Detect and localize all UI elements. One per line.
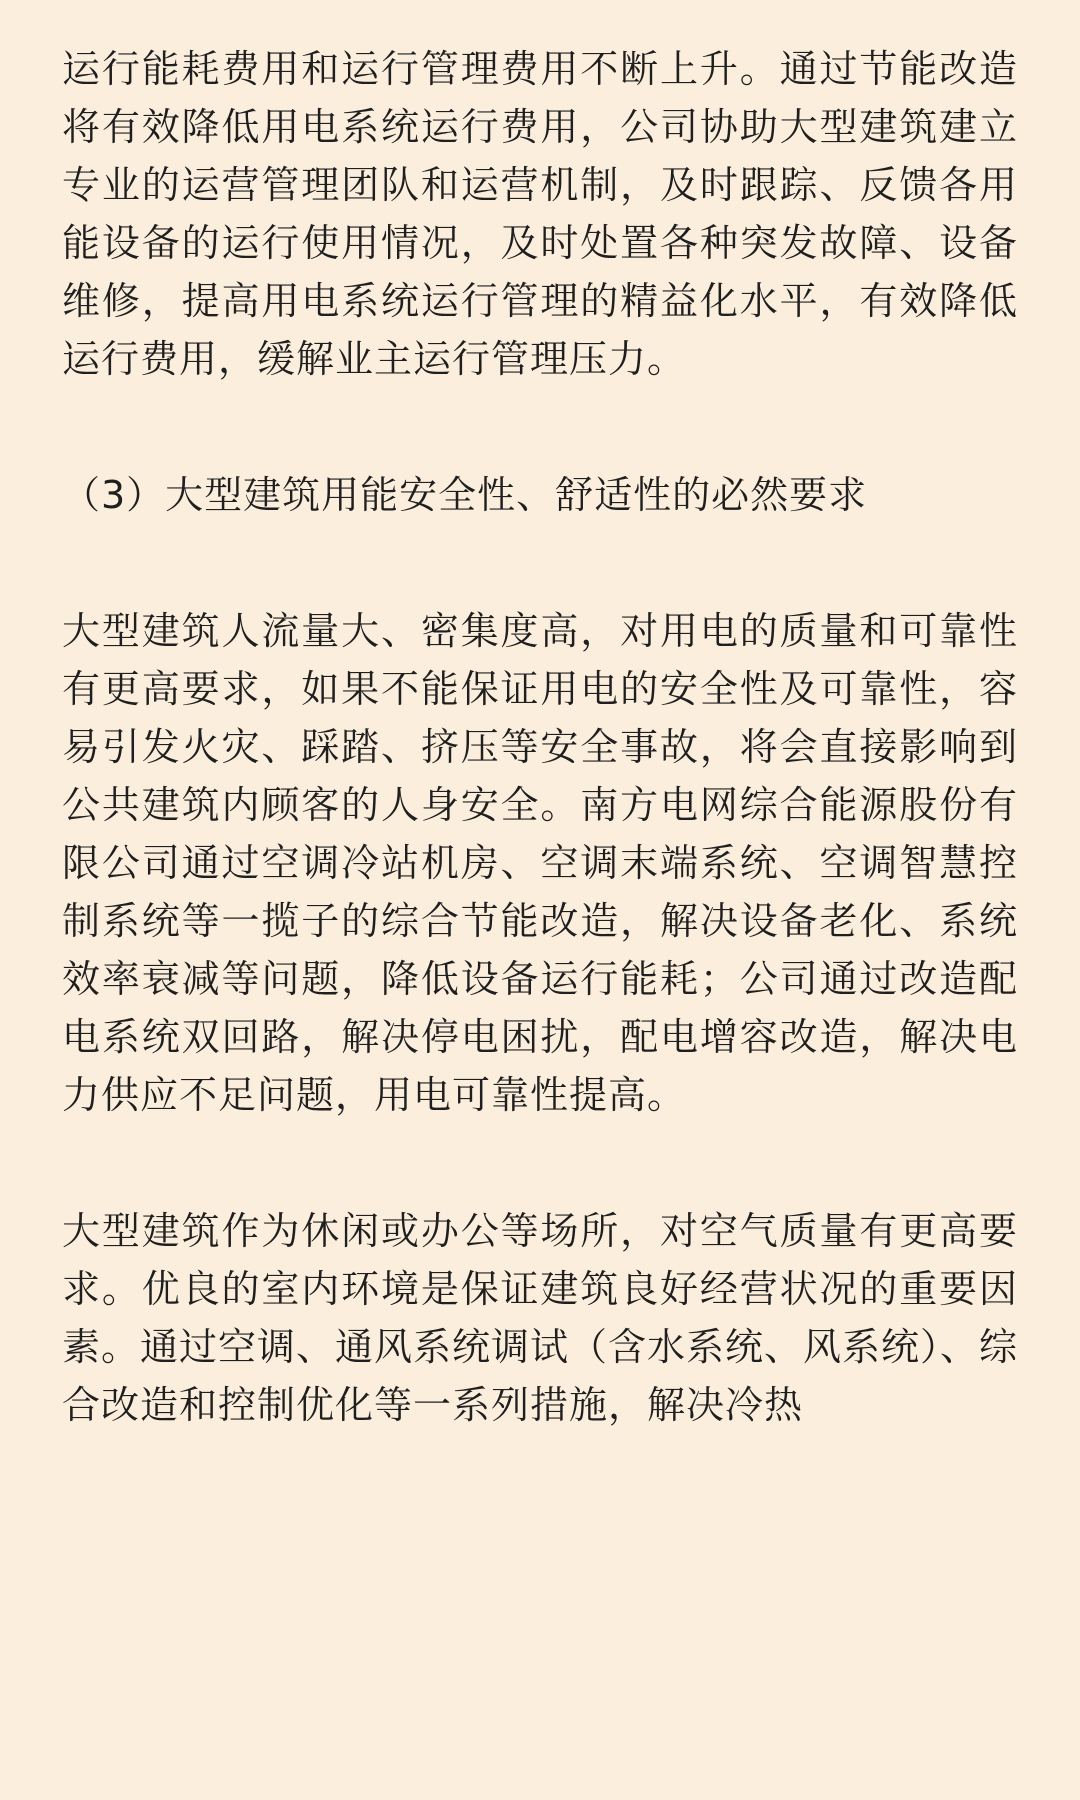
- paragraph-safety-reliability: 大型建筑人流量大、密集度高，对用电的质量和可靠性有更高要求，如果不能保证用电的安全性及可靠性，容易引发火灾、踩踏、挤压等安全事故，将会直接影响到公共建筑内顾客的人身安全。南方电网综合能源股份有限公司通过空调冷站机房、空调末端系统、空调智慧控制系统等一揽子的综合节能改造，解决设备老化、系统效率衰减等问题，降低设备运行能耗；公司通过改造配电系统双回路，解决停电困扰，配电增容改造，解决电力供应不足问题，用电可靠性提高。: [62, 609, 1018, 1117]
- paragraph-energy-cost: 运行能耗费用和运行管理费用不断上升。通过节能改造将有效降低用电系统运行费用，公司协助大型建筑建立专业的运营管理团队和运营机制，及时跟踪、反馈各用能设备的运行使用情况，及时处置各种突发故障、设备维修，提高用电系统运行管理的精益化水平，有效降低运行费用，缓解业主运行管理压力。: [62, 47, 1018, 381]
- paragraph-air-quality: 大型建筑作为休闲或办公等场所，对空气质量有更高要求。优良的室内环境是保证建筑良好经营状况的重要因素。通过空调、通风系统调试（含水系统、风系统）、综合改造和控制优化等一系列措施，解决冷热: [62, 1209, 1019, 1427]
- section-heading: （3）大型建筑用能安全性、舒适性的必然要求: [62, 473, 868, 517]
